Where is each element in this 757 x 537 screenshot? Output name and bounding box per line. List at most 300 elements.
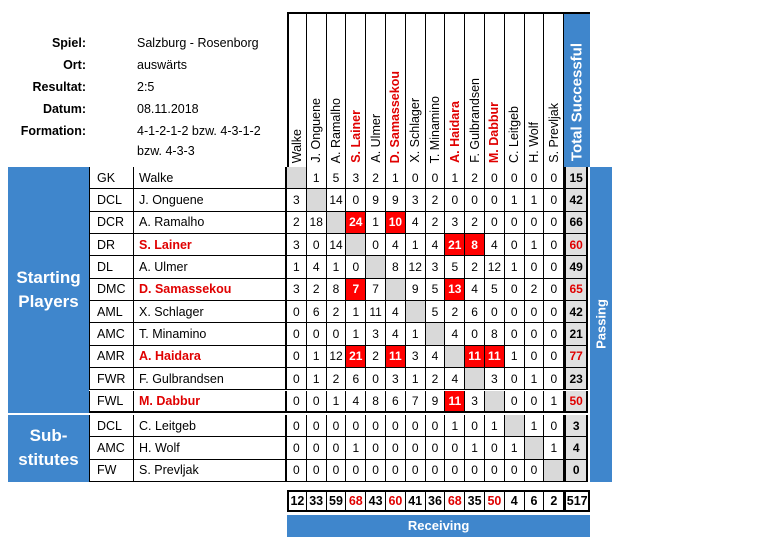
column-total: 36 [426,490,446,512]
matrix-cell: 0 [426,415,446,437]
matrix-cell: 3 [426,256,446,278]
receiver-header [327,12,347,167]
row-player-name: A. Haidara [134,346,287,368]
matrix-cell: 6 [307,301,327,323]
matrix-cell: 7 [346,279,366,301]
matrix-cell: 1 [366,212,386,234]
row-position: FWL [89,391,134,413]
matrix-cell: 0 [307,437,327,459]
column-total: 4 [505,490,525,512]
matrix-cell: 3 [346,167,366,189]
matrix-cell: 4 [386,323,406,345]
info-label: Spiel: [51,36,86,50]
matrix-cell [327,212,347,234]
matrix-cell: 0 [505,279,525,301]
matrix-cell: 3 [287,189,307,211]
matrix-cell: 0 [287,368,307,390]
receiver-header [544,12,564,167]
row-total: 42 [564,301,588,323]
row-total: 50 [564,391,588,413]
matrix-cell: 2 [327,368,347,390]
receiver-header [426,12,446,167]
matrix-cell: 0 [485,189,505,211]
matrix-cell: 2 [525,279,545,301]
matrix-cell: 5 [485,279,505,301]
matrix-cell: 0 [505,460,525,482]
matrix-cell: 0 [327,437,347,459]
matrix-cell: 0 [445,460,465,482]
matrix-cell: 0 [465,460,485,482]
matrix-cell: 21 [445,234,465,256]
row-position: DCL [89,415,134,437]
matrix-cell: 0 [426,460,446,482]
matrix-cell: 0 [327,415,347,437]
receiver-name: S. Prevljak [546,103,561,163]
matrix-cell: 0 [525,391,545,413]
matrix-cell: 0 [544,234,564,256]
column-total: 68 [346,490,366,512]
column-total: 50 [485,490,505,512]
row-player-name: S. Prevljak [134,460,287,482]
matrix-cell: 0 [386,437,406,459]
matrix-cell: 0 [386,415,406,437]
row-player-name: D. Samassekou [134,279,287,301]
matrix-cell: 8 [386,256,406,278]
column-total: 60 [386,490,406,512]
matrix-cell: 2 [366,167,386,189]
matrix-cell: 4 [346,391,366,413]
matrix-cell: 0 [544,415,564,437]
receiver-header [386,12,406,167]
matrix-cell: 0 [505,391,525,413]
receiver-name: S. Lainer [348,110,363,163]
matrix-cell: 0 [544,323,564,345]
column-total: 59 [327,490,347,512]
matrix-cell: 0 [525,301,545,323]
matrix-cell: 2 [327,301,347,323]
row-total: 0 [564,460,588,482]
matrix-cell: 8 [485,323,505,345]
matrix-cell: 4 [307,256,327,278]
matrix-cell: 0 [525,256,545,278]
matrix-cell [287,167,307,189]
row-position: DCL [89,189,134,211]
row-player-name: M. Dabbur [134,391,287,413]
matrix-cell: 6 [465,301,485,323]
info-value: 4-1-2-1-2 bzw. 4-3-1-2 bzw. 4-3-3 [137,124,261,158]
info-value: 08.11.2018 [137,102,199,116]
matrix-cell: 1 [307,368,327,390]
row-player-name: A. Ramalho [134,212,287,234]
matrix-cell: 0 [445,437,465,459]
matrix-cell: 0 [287,391,307,413]
receiver-header [465,12,485,167]
matrix-cell: 12 [485,256,505,278]
matrix-cell: 18 [307,212,327,234]
matrix-cell: 0 [307,234,327,256]
matrix-cell: 0 [406,460,426,482]
info-value: auswärts [137,58,188,72]
receiver-header [406,12,426,167]
matrix-cell: 0 [544,346,564,368]
matrix-cell: 0 [366,460,386,482]
row-position: AML [89,301,134,323]
row-player-name: F. Gulbrandsen [134,368,287,390]
matrix-cell: 2 [465,212,485,234]
info-label: Formation: [20,124,86,138]
row-total: 15 [564,167,588,189]
info-label: Resultat: [32,80,86,94]
matrix-cell: 4 [465,279,485,301]
matrix-cell: 1 [544,391,564,413]
matrix-cell: 6 [346,368,366,390]
row-total: 21 [564,323,588,345]
matrix-cell: 0 [307,323,327,345]
matrix-cell: 1 [465,437,485,459]
info-label: Datum: [42,102,86,116]
group-substitutes-label: Sub- [29,426,68,446]
matrix-cell: 1 [485,415,505,437]
receiver-header [366,12,386,167]
matrix-cell: 3 [287,279,307,301]
matrix-cell [465,368,485,390]
matrix-cell: 8 [465,234,485,256]
matrix-cell: 11 [386,346,406,368]
info-value: Salzburg - Rosenborg [137,36,259,50]
matrix-cell: 13 [445,279,465,301]
row-total: 49 [564,256,588,278]
matrix-cell: 0 [287,460,307,482]
matrix-cell: 2 [426,368,446,390]
row-position: DL [89,256,134,278]
row-total: 4 [564,437,588,459]
matrix-cell: 0 [307,391,327,413]
matrix-cell: 0 [544,301,564,323]
receiver-header [485,12,505,167]
receiver-header [445,12,465,167]
row-total: 65 [564,279,588,301]
matrix-cell: 1 [406,234,426,256]
matrix-cell: 0 [485,437,505,459]
matrix-cell: 5 [445,256,465,278]
matrix-cell: 14 [327,234,347,256]
matrix-cell: 0 [307,415,327,437]
matrix-cell: 3 [485,368,505,390]
matrix-cell: 10 [386,212,406,234]
receiving-label-bar [287,515,590,537]
matrix-cell: 5 [426,301,446,323]
matrix-cell: 0 [465,415,485,437]
receiver-name: M. Dabbur [487,101,502,163]
matrix-cell: 5 [327,167,347,189]
row-player-name: T. Minamino [134,323,287,345]
column-total: 68 [445,490,465,512]
matrix-cell: 1 [505,256,525,278]
matrix-cell: 3 [445,212,465,234]
matrix-cell: 3 [386,368,406,390]
matrix-cell: 2 [465,256,485,278]
matrix-cell: 3 [465,391,485,413]
matrix-cell: 8 [327,279,347,301]
group-starting-players [8,167,89,413]
matrix-cell: 24 [346,212,366,234]
row-position: DR [89,234,134,256]
matrix-cell: 0 [366,368,386,390]
receiver-name: T. Minamino [427,95,442,163]
column-total: 43 [366,490,386,512]
row-total: 3 [564,415,588,437]
matrix-cell: 0 [346,460,366,482]
matrix-cell: 0 [366,437,386,459]
row-position: AMR [89,346,134,368]
matrix-cell: 0 [525,212,545,234]
matrix-cell: 0 [485,212,505,234]
matrix-cell: 3 [366,323,386,345]
matrix-cell: 0 [505,301,525,323]
matrix-cell: 0 [544,256,564,278]
matrix-cell: 0 [505,167,525,189]
matrix-cell: 0 [505,368,525,390]
matrix-cell: 12 [327,346,347,368]
receiver-name: J. Onguene [309,98,324,163]
matrix-cell: 2 [366,346,386,368]
matrix-cell: 0 [465,189,485,211]
matrix-cell: 0 [327,323,347,345]
matrix-cell: 1 [307,167,327,189]
matrix-cell: 0 [366,234,386,256]
row-total: 60 [564,234,588,256]
receiver-name: X. Schlager [408,98,423,163]
matrix-cell: 4 [426,234,446,256]
matrix-cell [386,279,406,301]
receiver-name: D. Samassekou [388,70,403,163]
matrix-cell: 1 [445,415,465,437]
row-player-name: C. Leitgeb [134,415,287,437]
receiver-name: Walke [290,128,305,163]
matrix-cell: 0 [287,437,307,459]
receiver-name: A. Haidara [447,101,462,163]
receiver-header [505,12,525,167]
matrix-cell: 1 [346,301,366,323]
matrix-cell: 0 [426,167,446,189]
matrix-cell: 0 [525,167,545,189]
row-position: DMC [89,279,134,301]
matrix-cell: 4 [386,234,406,256]
matrix-cell: 1 [406,323,426,345]
row-position: DCR [89,212,134,234]
matrix-cell: 0 [346,189,366,211]
matrix-cell: 0 [544,167,564,189]
row-position: AMC [89,437,134,459]
matrix-cell: 9 [426,391,446,413]
receiving-label: Receiving [407,518,470,534]
matrix-cell: 0 [406,437,426,459]
matrix-cell: 4 [445,368,465,390]
column-total: 12 [287,490,307,512]
column-total: 35 [465,490,485,512]
total-successful-header [564,12,590,167]
matrix-cell: 1 [346,323,366,345]
row-player-name: Walke [134,167,287,189]
matrix-cell: 1 [525,189,545,211]
info-value: 2:5 [137,80,155,94]
receiver-header [307,12,327,167]
matrix-cell [544,460,564,482]
matrix-cell: 0 [287,346,307,368]
matrix-cell [366,256,386,278]
matrix-cell: 0 [287,323,307,345]
matrix-cell: 9 [406,279,426,301]
matrix-cell: 4 [485,234,505,256]
receiver-name: A. Ramalho [328,97,343,163]
matrix-cell: 0 [505,234,525,256]
matrix-cell: 4 [406,212,426,234]
matrix-cell: 9 [366,189,386,211]
passing-label: Passing [593,299,609,350]
matrix-cell: 3 [287,234,307,256]
matrix-cell: 1 [505,346,525,368]
row-total: 77 [564,346,588,368]
matrix-cell [307,189,327,211]
matrix-cell: 1 [346,437,366,459]
matrix-cell: 0 [426,437,446,459]
matrix-cell: 2 [426,189,446,211]
matrix-cell: 0 [445,189,465,211]
matrix-cell: 1 [505,437,525,459]
matrix-cell: 0 [287,301,307,323]
matrix-cell: 1 [327,391,347,413]
row-player-name: X. Schlager [134,301,287,323]
matrix-cell: 0 [525,346,545,368]
matrix-cell: 1 [406,368,426,390]
matrix-cell: 0 [366,415,386,437]
row-total: 42 [564,189,588,211]
grand-total: 517 [564,490,590,512]
matrix-cell: 0 [406,167,426,189]
matrix-cell: 21 [346,346,366,368]
receiver-header [287,12,307,167]
matrix-cell: 0 [544,368,564,390]
matrix-cell: 0 [327,460,347,482]
matrix-cell: 0 [346,415,366,437]
matrix-cell: 0 [544,189,564,211]
matrix-cell: 1 [327,256,347,278]
matrix-cell: 4 [426,346,446,368]
matrix-cell: 11 [485,346,505,368]
matrix-cell: 2 [465,167,485,189]
row-position: FWR [89,368,134,390]
matrix-cell: 0 [544,212,564,234]
receiver-name: A. Ulmer [368,114,383,163]
matrix-cell: 0 [307,460,327,482]
receiver-header [346,12,366,167]
row-player-name: S. Lainer [134,234,287,256]
matrix-cell: 11 [445,391,465,413]
matrix-cell: 9 [386,189,406,211]
matrix-cell: 1 [525,415,545,437]
matrix-cell: 8 [366,391,386,413]
matrix-cell: 0 [505,323,525,345]
row-position: GK [89,167,134,189]
column-total: 33 [307,490,327,512]
matrix-cell: 1 [307,346,327,368]
matrix-cell: 0 [287,415,307,437]
matrix-cell: 1 [287,256,307,278]
matrix-cell: 0 [525,460,545,482]
info-label: Ort: [63,58,86,72]
matrix-cell: 0 [485,167,505,189]
matrix-cell [445,346,465,368]
matrix-cell: 3 [406,189,426,211]
matrix-cell: 4 [386,301,406,323]
receiver-name: C. Leitgeb [507,106,522,163]
matrix-cell [485,391,505,413]
matrix-cell: 2 [287,212,307,234]
matrix-cell [406,301,426,323]
receiver-name: H. Wolf [526,122,541,163]
matrix-cell: 0 [465,323,485,345]
matrix-cell: 7 [366,279,386,301]
matrix-cell: 4 [445,323,465,345]
matrix-cell: 2 [445,301,465,323]
matrix-cell: 7 [406,391,426,413]
matrix-cell: 0 [386,460,406,482]
column-total: 6 [525,490,545,512]
matrix-cell: 0 [406,415,426,437]
matrix-cell [426,323,446,345]
matrix-cell: 2 [426,212,446,234]
row-player-name: J. Onguene [134,189,287,211]
matrix-cell: 1 [505,189,525,211]
matrix-cell: 5 [426,279,446,301]
column-total: 41 [406,490,426,512]
column-total: 2 [544,490,564,512]
matrix-cell: 6 [386,391,406,413]
receiver-name: F. Gulbrandsen [467,78,482,163]
row-player-name: H. Wolf [134,437,287,459]
matrix-cell [505,415,525,437]
matrix-cell: 0 [346,256,366,278]
matrix-cell: 1 [525,368,545,390]
row-total: 66 [564,212,588,234]
matrix-cell: 0 [525,323,545,345]
matrix-cell: 3 [406,346,426,368]
matrix-cell: 1 [386,167,406,189]
matrix-cell: 0 [485,460,505,482]
matrix-cell: 0 [505,212,525,234]
group-substitutes-label: stitutes [18,450,79,470]
matrix-cell: 12 [406,256,426,278]
total-successful-label: Total Successful [568,42,586,161]
row-player-name: A. Ulmer [134,256,287,278]
matrix-cell [346,234,366,256]
matrix-cell: 1 [544,437,564,459]
matrix-cell [525,437,545,459]
row-position: AMC [89,323,134,345]
receiver-header [525,12,545,167]
passing-label-bar [590,167,612,482]
matrix-cell: 1 [525,234,545,256]
row-position: FW [89,460,134,482]
matrix-cell: 1 [445,167,465,189]
group-substitutes [8,415,89,482]
matrix-cell: 0 [544,279,564,301]
matrix-cell: 2 [307,279,327,301]
matrix-cell: 0 [485,301,505,323]
matrix-cell: 14 [327,189,347,211]
matrix-cell: 11 [465,346,485,368]
matrix-cell: 11 [366,301,386,323]
